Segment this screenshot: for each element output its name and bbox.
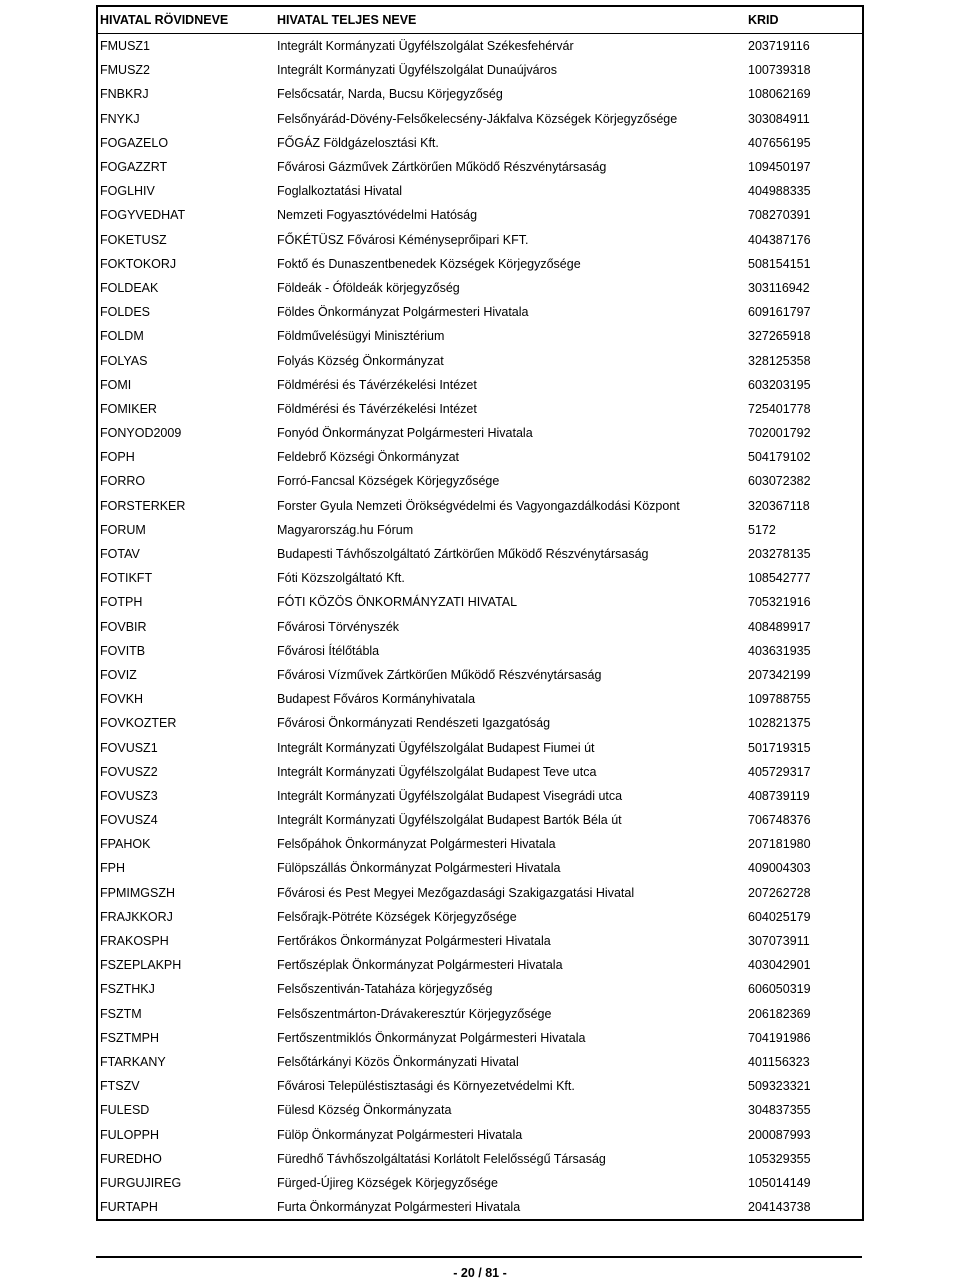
- table-row: [97, 131, 863, 155]
- table-row: [97, 348, 863, 372]
- cell-short-name: FTARKANY: [100, 1054, 166, 1069]
- table-row: [97, 663, 863, 687]
- cell-full-name: Földművelésügyi Minisztérium: [277, 329, 445, 344]
- cell-krid: 408739119: [748, 788, 810, 803]
- cell-krid: 207342199: [748, 667, 811, 682]
- cell-short-name: FOGLHIV: [100, 184, 155, 199]
- cell-full-name: Fürged-Újireg Községek Körjegyzősége: [277, 1175, 498, 1190]
- cell-krid: 102821375: [748, 716, 811, 731]
- cell-full-name: Fóti Közszolgáltató Kft.: [277, 571, 405, 586]
- page-number: - 20 / 81 -: [453, 1266, 507, 1280]
- cell-short-name: FOLYAS: [100, 353, 148, 368]
- cell-krid: 203278135: [748, 547, 811, 562]
- cell-krid: 204143738: [748, 1200, 811, 1215]
- header-short-name: HIVATAL RÖVIDNEVE: [97, 6, 275, 34]
- cell-krid: 327265918: [748, 329, 811, 344]
- cell-krid: 603203195: [748, 377, 811, 392]
- cell-short-name: FOKTOKORJ: [100, 256, 177, 271]
- table-row: [97, 881, 863, 905]
- cell-krid: 704191986: [748, 1030, 811, 1045]
- cell-krid: 206182369: [748, 1006, 811, 1021]
- table-row: [97, 58, 863, 82]
- cell-krid: 304837355: [748, 1103, 811, 1118]
- cell-full-name: Földes Önkormányzat Polgármesteri Hivatala: [277, 305, 529, 320]
- cell-short-name: FOMI: [100, 377, 132, 392]
- cell-short-name: FSZTM: [100, 1006, 142, 1021]
- table-row: [97, 977, 863, 1001]
- cell-short-name: FMUSZ2: [100, 63, 150, 78]
- table-row: [97, 542, 863, 566]
- cell-full-name: Forró-Fancsal Községek Körjegyzősége: [277, 474, 500, 489]
- cell-full-name: Furta Önkormányzat Polgármesteri Hivatala: [277, 1200, 521, 1215]
- cell-short-name: FULESD: [100, 1103, 150, 1118]
- cell-krid: 606050319: [748, 982, 811, 997]
- cell-krid: 509323321: [748, 1079, 811, 1094]
- cell-short-name: FOVKOZTER: [100, 716, 177, 731]
- cell-krid: 604025179: [748, 909, 811, 924]
- table-row: [97, 760, 863, 784]
- cell-full-name: Fővárosi Önkormányzati Rendészeti Igazgatóság: [277, 716, 551, 731]
- cell-full-name: Foktő és Dunaszentbenedek Községek Körjegyzősége: [277, 256, 581, 271]
- table-row: [97, 687, 863, 711]
- cell-krid: 705321916: [748, 595, 811, 610]
- cell-full-name: Integrált Kormányzati Ügyfélszolgálat Budapest Fiumei út: [277, 740, 595, 755]
- cell-krid: 200087993: [748, 1127, 811, 1142]
- cell-short-name: FTSZV: [100, 1079, 140, 1094]
- cell-short-name: FRAJKKORJ: [100, 909, 173, 924]
- cell-krid: 203719116: [748, 39, 810, 54]
- cell-krid: 207181980: [748, 837, 811, 852]
- cell-krid: 303116942: [748, 280, 810, 295]
- cell-full-name: Fonyód Önkormányzat Polgármesteri Hivatala: [277, 426, 533, 441]
- cell-krid: 403631935: [748, 643, 811, 658]
- cell-short-name: FORSTERKER: [100, 498, 186, 513]
- cell-full-name: Felsőtárkányi Közös Önkormányzati Hivatal: [277, 1054, 519, 1069]
- cell-short-name: FOTIKFT: [100, 571, 153, 586]
- cell-short-name: FOLDM: [100, 329, 144, 344]
- table-row: [97, 155, 863, 179]
- cell-short-name: FSZEPLAKPH: [100, 958, 182, 973]
- cell-short-name: FOPH: [100, 450, 135, 465]
- cell-full-name: Felsőpáhok Önkormányzat Polgármesteri Hivatala: [277, 837, 556, 852]
- cell-krid: 504179102: [748, 450, 811, 465]
- cell-full-name: Fertőszentmiklós Önkormányzat Polgármesteri Hivatala: [277, 1030, 586, 1045]
- cell-short-name: FOTPH: [100, 595, 143, 610]
- cell-krid: 609161797: [748, 305, 811, 320]
- cell-krid: 401156323: [748, 1054, 810, 1069]
- cell-krid: 508154151: [748, 256, 811, 271]
- cell-full-name: Fülöp Önkormányzat Polgármesteri Hivatala: [277, 1127, 523, 1142]
- cell-full-name: FŐGÁZ Földgázelosztási Kft.: [277, 135, 439, 150]
- table-row: [97, 590, 863, 614]
- cell-krid: 100739318: [748, 63, 811, 78]
- cell-full-name: Integrált Kormányzati Ügyfélszolgálat Budapest Teve utca: [277, 764, 597, 779]
- table-row: [97, 615, 863, 639]
- cell-short-name: FOMIKER: [100, 401, 157, 416]
- cell-krid: 404387176: [748, 232, 811, 247]
- cell-full-name: Fertőrákos Önkormányzat Polgármesteri Hivatala: [277, 934, 551, 949]
- cell-full-name: Földmérési és Távérzékelési Intézet: [277, 377, 477, 392]
- cell-short-name: FMUSZ1: [100, 39, 150, 54]
- cell-krid: 408489917: [748, 619, 811, 634]
- cell-krid: 409004303: [748, 861, 811, 876]
- cell-krid: 501719315: [748, 740, 811, 755]
- header-full-name: HIVATAL TELJES NEVE: [275, 6, 746, 34]
- cell-full-name: Fővárosi Törvényszék: [277, 619, 400, 634]
- cell-short-name: FORUM: [100, 522, 146, 537]
- cell-full-name: Budapesti Távhőszolgáltató Zártkörűen Működő Részvénytársaság: [277, 547, 649, 562]
- cell-short-name: FNYKJ: [100, 111, 140, 126]
- table-row: [97, 324, 863, 348]
- table-row: [97, 784, 863, 808]
- cell-short-name: FOVUSZ3: [100, 788, 158, 803]
- table-row: [97, 179, 863, 203]
- cell-short-name: FPMIMGSZH: [100, 885, 175, 900]
- cell-short-name: FOVIZ: [100, 667, 137, 682]
- table-row: [97, 832, 863, 856]
- cell-full-name: Földmérési és Távérzékelési Intézet: [277, 401, 477, 416]
- cell-krid: 407656195: [748, 135, 811, 150]
- cell-krid: 404988335: [748, 184, 811, 199]
- table-row: [97, 421, 863, 445]
- table-row: [97, 1122, 863, 1146]
- table-row: [97, 953, 863, 977]
- table-row: [97, 203, 863, 227]
- table-row: [97, 1098, 863, 1122]
- table-row: [97, 518, 863, 542]
- cell-krid: 109450197: [748, 160, 811, 175]
- table-row: [97, 1147, 863, 1171]
- cell-full-name: Felsőrajk-Pötréte Községek Körjegyzősége: [277, 909, 517, 924]
- table-row: [97, 856, 863, 880]
- cell-short-name: FURGUJIREG: [100, 1175, 182, 1190]
- cell-short-name: FOVUSZ2: [100, 764, 158, 779]
- table-row: [97, 808, 863, 832]
- cell-short-name: FOLDEAK: [100, 280, 159, 295]
- table-row: [97, 228, 863, 252]
- table-row: [97, 82, 863, 106]
- table-row: [97, 1002, 863, 1026]
- table-row: [97, 1195, 863, 1220]
- cell-short-name: FNBKRJ: [100, 87, 149, 102]
- header-krid: KRID: [746, 6, 863, 34]
- table-body: [97, 34, 863, 1221]
- cell-short-name: FOVKH: [100, 692, 144, 707]
- table-row: [97, 1026, 863, 1050]
- table-row: [97, 566, 863, 590]
- table-row: [97, 445, 863, 469]
- cell-krid: 105014149: [748, 1175, 811, 1190]
- cell-short-name: FOVUSZ4: [100, 813, 158, 828]
- table-row: [97, 494, 863, 518]
- cell-short-name: FORRO: [100, 474, 146, 489]
- table-row: [97, 252, 863, 276]
- cell-full-name: Nemzeti Fogyasztóvédelmi Hatóság: [277, 208, 478, 223]
- cell-full-name: Földeák - Óföldeák körjegyzőség: [277, 280, 460, 295]
- table-row: [97, 1050, 863, 1074]
- cell-full-name: Integrált Kormányzati Ügyfélszolgálat Székesfehérvár: [277, 39, 574, 54]
- cell-short-name: FOKETUSZ: [100, 232, 167, 247]
- cell-full-name: Forster Gyula Nemzeti Örökségvédelmi és Vagyongazdálkodási Központ: [277, 498, 680, 513]
- cell-krid: 307073911: [748, 934, 810, 949]
- cell-full-name: Folyás Község Önkormányzat: [277, 353, 444, 368]
- table-header-row: [97, 6, 863, 34]
- table-row: [97, 1171, 863, 1195]
- cell-short-name: FOLDES: [100, 305, 151, 320]
- cell-krid: 702001792: [748, 426, 811, 441]
- table-row: [97, 300, 863, 324]
- cell-krid: 603072382: [748, 474, 811, 489]
- table-row: [97, 373, 863, 397]
- cell-full-name: Integrált Kormányzati Ügyfélszolgálat Dunaújváros: [277, 63, 557, 78]
- cell-krid: 109788755: [748, 692, 811, 707]
- footer-divider: [96, 1256, 862, 1258]
- cell-full-name: Felsőszentiván-Tataháza körjegyzőség: [277, 982, 493, 997]
- cell-krid: 708270391: [748, 208, 811, 223]
- cell-short-name: FSZTMPH: [100, 1030, 160, 1045]
- cell-short-name: FOGAZELO: [100, 135, 169, 150]
- cell-krid: 108062169: [748, 87, 811, 102]
- cell-krid: 207262728: [748, 885, 811, 900]
- cell-full-name: Foglalkoztatási Hivatal: [277, 184, 403, 199]
- cell-short-name: FULOPPH: [100, 1127, 160, 1142]
- cell-krid: 5172: [748, 522, 776, 537]
- table-row: [97, 711, 863, 735]
- table-row: [97, 469, 863, 493]
- cell-short-name: FURTAPH: [100, 1200, 158, 1215]
- institution-table: [96, 5, 864, 1221]
- cell-full-name: Magyarország.hu Fórum: [277, 522, 414, 537]
- cell-full-name: Fertőszéplak Önkormányzat Polgármesteri Hivatala: [277, 958, 563, 973]
- table-row: [97, 639, 863, 663]
- cell-full-name: Fővárosi Vízművek Zártkörűen Működő Részvénytársaság: [277, 667, 602, 682]
- cell-full-name: Integrált Kormányzati Ügyfélszolgálat Budapest Visegrádi utca: [277, 788, 623, 803]
- cell-full-name: Felsőnyárád-Dövény-Felsőkelecsény-Jákfalva Községek Körjegyzősége: [277, 111, 678, 126]
- cell-short-name: FOVBIR: [100, 619, 147, 634]
- cell-full-name: Füredhő Távhőszolgáltatási Korlátolt Felelősségű Társaság: [277, 1151, 606, 1166]
- cell-full-name: Integrált Kormányzati Ügyfélszolgálat Budapest Bartók Béla út: [277, 813, 622, 828]
- table-row: [97, 107, 863, 131]
- table-row: [97, 735, 863, 759]
- cell-krid: 320367118: [748, 498, 810, 513]
- cell-short-name: FOTAV: [100, 547, 140, 562]
- cell-full-name: FÓTI KÖZÖS ÖNKORMÁNYZATI HIVATAL: [277, 595, 518, 610]
- cell-full-name: Felsőcsatár, Narda, Bucsu Körjegyzőség: [277, 87, 503, 102]
- cell-full-name: Feldebrő Községi Önkormányzat: [277, 450, 460, 465]
- cell-short-name: FOGAZZRT: [100, 160, 168, 175]
- cell-full-name: Fővárosi Ítélőtábla: [277, 643, 380, 658]
- cell-short-name: FUREDHO: [100, 1151, 162, 1166]
- table-row: [97, 929, 863, 953]
- cell-krid: 328125358: [748, 353, 811, 368]
- table-row: [97, 905, 863, 929]
- cell-full-name: Fővárosi Településtisztasági és Környezetvédelmi Kft.: [277, 1079, 575, 1094]
- table-row: [97, 34, 863, 59]
- cell-krid: 725401778: [748, 401, 811, 416]
- cell-short-name: FONYOD2009: [100, 426, 182, 441]
- cell-krid: 706748376: [748, 813, 811, 828]
- table-row: [97, 1074, 863, 1098]
- cell-full-name: Felsőszentmárton-Drávakeresztúr Körjegyzősége: [277, 1006, 552, 1021]
- table-row: [97, 276, 863, 300]
- cell-krid: 405729317: [748, 764, 811, 779]
- table-row: [97, 397, 863, 421]
- cell-full-name: Fővárosi Gázművek Zártkörűen Működő Részvénytársaság: [277, 160, 607, 175]
- cell-full-name: Fővárosi és Pest Megyei Mezőgazdasági Szakigazgatási Hivatal: [277, 885, 635, 900]
- cell-short-name: FOVUSZ1: [100, 740, 158, 755]
- cell-full-name: Fülesd Község Önkormányzata: [277, 1103, 452, 1118]
- cell-full-name: Budapest Főváros Kormányhivatala: [277, 692, 476, 707]
- cell-short-name: FSZTHKJ: [100, 982, 155, 997]
- cell-full-name: Fülöpszállás Önkormányzat Polgármesteri Hivatala: [277, 861, 561, 876]
- cell-krid: 108542777: [748, 571, 811, 586]
- cell-short-name: FOVITB: [100, 643, 146, 658]
- cell-krid: 303084911: [748, 111, 810, 126]
- cell-krid: 105329355: [748, 1151, 811, 1166]
- cell-short-name: FOGYVEDHAT: [100, 208, 186, 223]
- cell-short-name: FRAKOSPH: [100, 934, 169, 949]
- cell-short-name: FPAHOK: [100, 837, 151, 852]
- cell-short-name: FPH: [100, 861, 125, 876]
- cell-krid: 403042901: [748, 958, 811, 973]
- cell-full-name: FŐKÉTÜSZ Fővárosi Kéményseprőipari KFT.: [277, 232, 529, 247]
